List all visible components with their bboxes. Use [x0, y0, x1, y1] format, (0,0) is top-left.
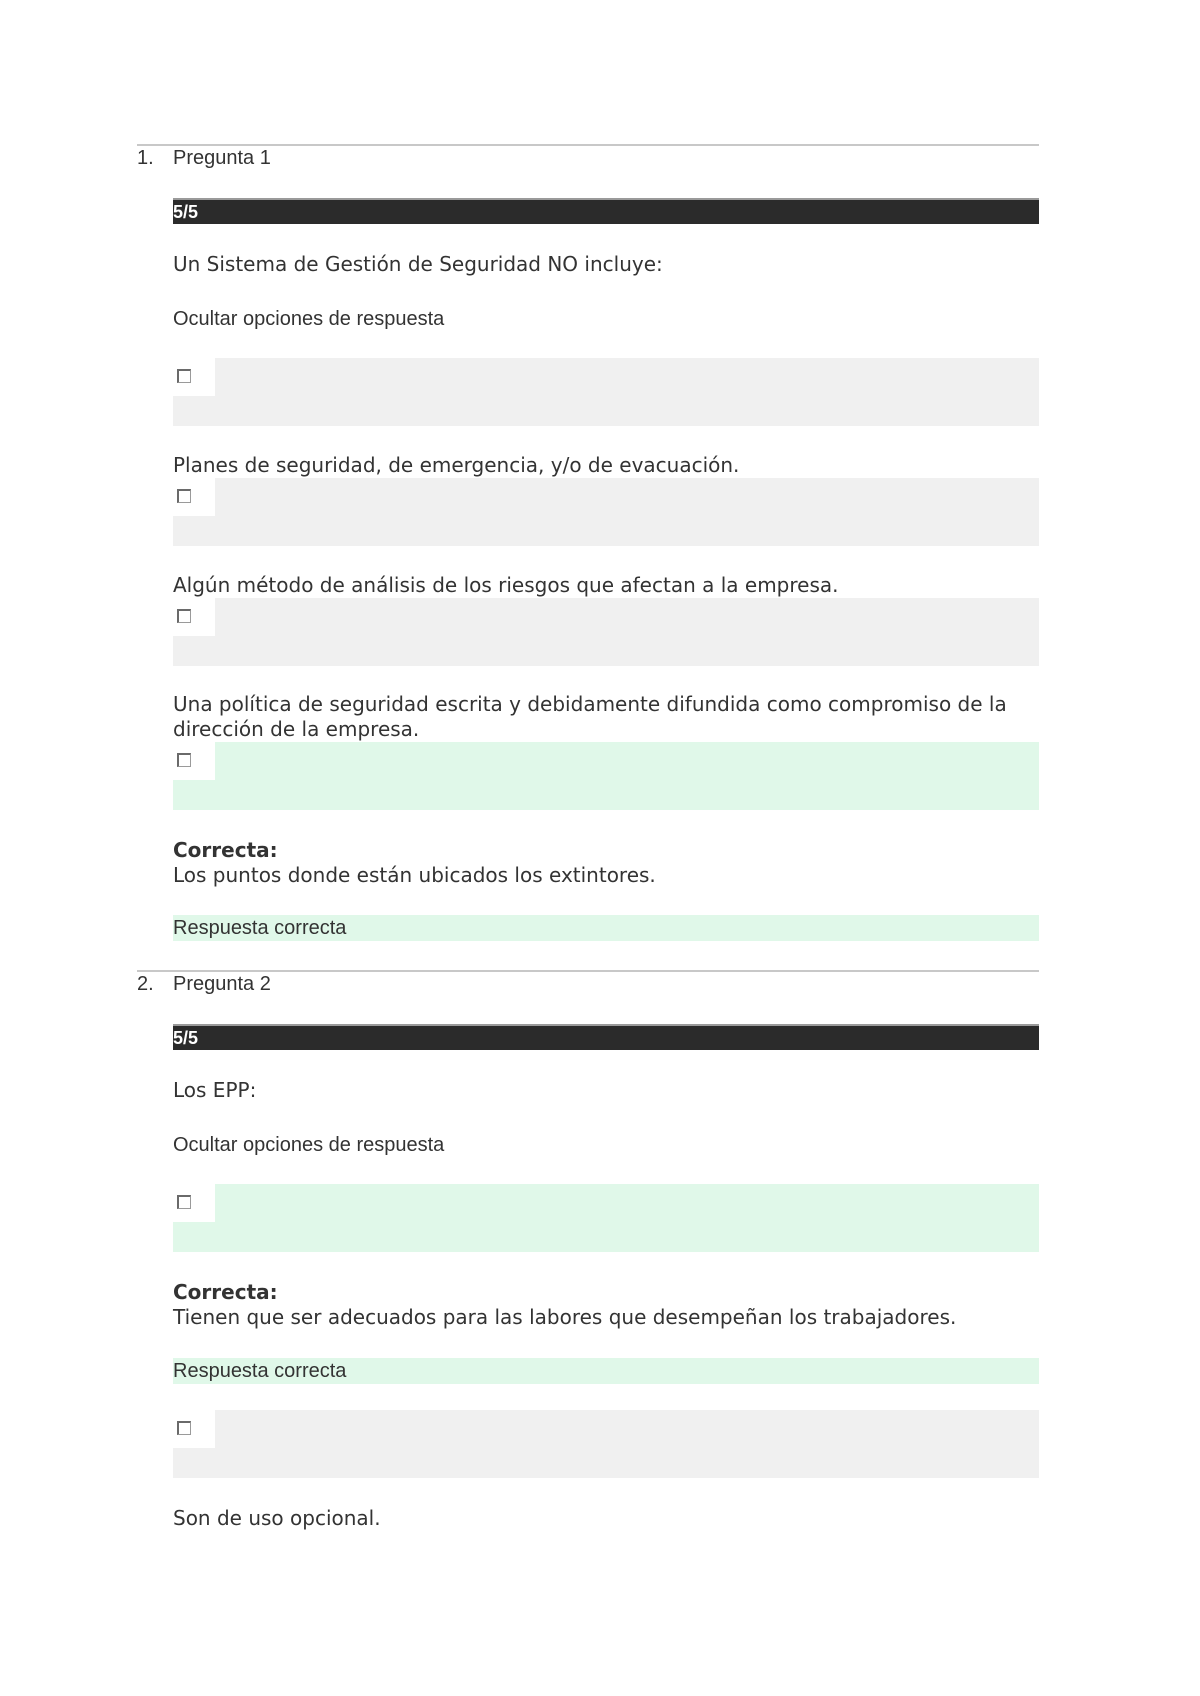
answer-checkbox[interactable]: [177, 609, 191, 623]
answer-option-correct[interactable]: [173, 1184, 1039, 1252]
correct-label: Correcta:: [173, 838, 278, 862]
question-divider: [137, 144, 1039, 146]
question-number: 1.: [137, 147, 154, 169]
answer-checkbox[interactable]: [177, 753, 191, 767]
answer-option-correct[interactable]: [173, 742, 1039, 810]
answer-checkbox[interactable]: [177, 369, 191, 383]
answer-option[interactable]: [173, 478, 1039, 546]
question-number: 2.: [137, 973, 154, 995]
checkbox-wrapper: [173, 1410, 215, 1448]
answer-checkbox[interactable]: [177, 1421, 191, 1435]
answer-option[interactable]: [173, 598, 1039, 666]
correct-label: Correcta:: [173, 1280, 278, 1304]
checkbox-wrapper: [173, 598, 215, 636]
score-badge: 5/5: [173, 1026, 1039, 1050]
question-prompt: Un Sistema de Gestión de Seguridad NO incluye:: [173, 252, 663, 276]
answer-option-text: Son de uso opcional.: [173, 1506, 381, 1530]
answer-option-text: Una política de seguridad escrita y debidamente difundida como compromiso de la dirección de la empresa.: [173, 692, 1007, 741]
correct-answer-text: Tienen que ser adecuados para las labores que desempeñan los trabajadores.: [173, 1305, 957, 1329]
question-title: Pregunta 1: [173, 147, 271, 169]
hide-answer-options-link[interactable]: Ocultar opciones de respuesta: [173, 308, 445, 330]
checkbox-wrapper: [173, 478, 215, 516]
checkbox-wrapper: [173, 358, 215, 396]
answer-option[interactable]: [173, 1410, 1039, 1478]
answer-option[interactable]: [173, 358, 1039, 426]
answer-option-text: Planes de seguridad, de emergencia, y/o de evacuación.: [173, 453, 740, 477]
score-badge: 5/5: [173, 200, 1039, 224]
hide-answer-options-link[interactable]: Ocultar opciones de respuesta: [173, 1134, 445, 1156]
checkbox-wrapper: [173, 1184, 215, 1222]
checkbox-wrapper: [173, 742, 215, 780]
result-message: Respuesta correcta: [173, 1358, 1039, 1384]
answer-checkbox[interactable]: [177, 489, 191, 503]
question-title: Pregunta 2: [173, 973, 271, 995]
answer-option-text: Algún método de análisis de los riesgos que afectan a la empresa.: [173, 573, 839, 597]
question-prompt: Los EPP:: [173, 1078, 257, 1102]
answer-checkbox[interactable]: [177, 1195, 191, 1209]
result-message: Respuesta correcta: [173, 915, 1039, 941]
question-divider: [137, 970, 1039, 972]
correct-answer-text: Los puntos donde están ubicados los extintores.: [173, 863, 656, 887]
